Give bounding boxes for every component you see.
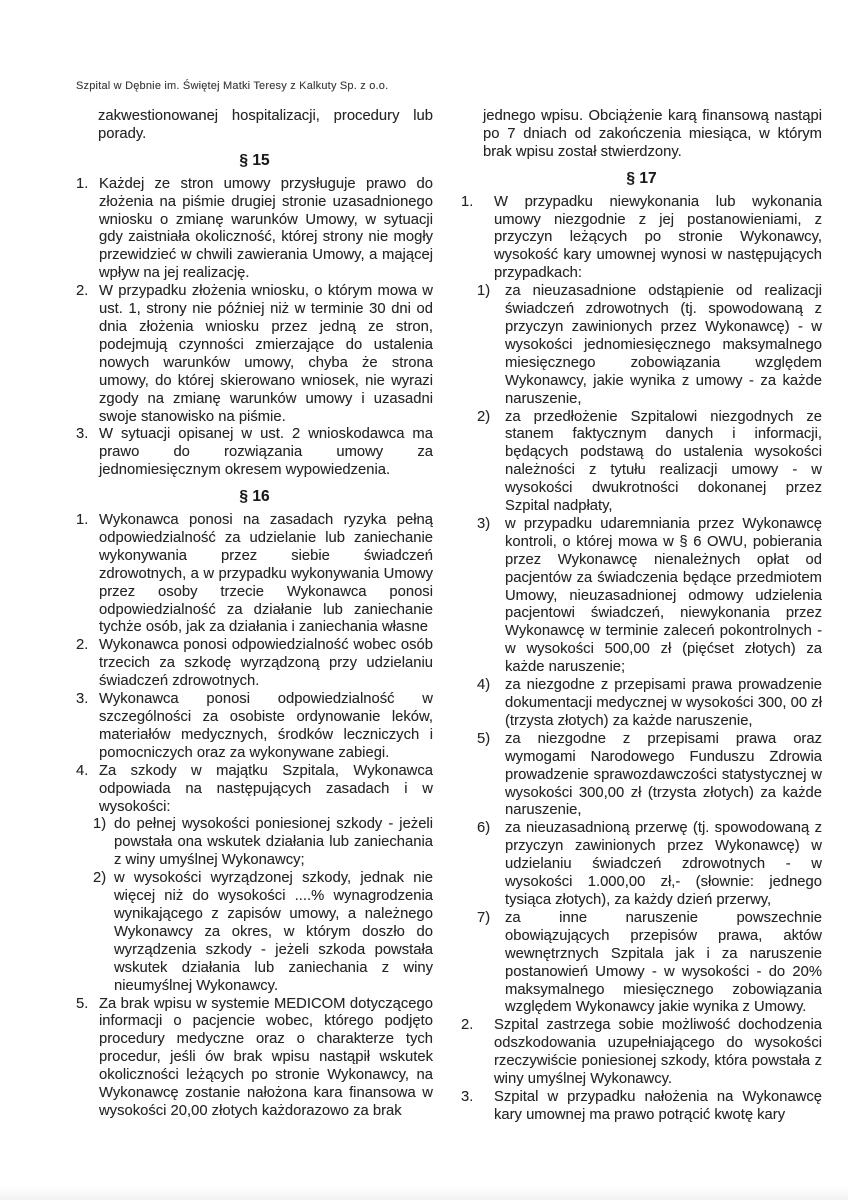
item-number: 4)	[477, 677, 491, 694]
item-text: za niezgodne z przepisami prawa prowadzenie dokumentacji medycznej w wysokości 300, 00 zł (trzysta złotych) za każde naruszenie,	[505, 677, 822, 729]
item-number: 2.	[461, 1017, 474, 1034]
item-number: 2.	[76, 283, 89, 300]
item-text: Wykonawca ponosi na zasadach ryzyka pełną odpowiedzialność za udzielanie lub zaniechanie wykonywania przez siebie świadczeń zdrowotnych, a w przypadku wykonywania Umowy przez osoby trzecie Wykonawca ponosi odpowiedzialność za działanie lub zaniechanie tychże osób, jak za działania i zaniechania własne	[99, 512, 433, 636]
section-15-heading: § 15	[239, 151, 270, 169]
sub-list-item	[477, 820, 822, 910]
item-text: W przypadku niewykonania lub wykonania umowy niezgodnie z jej postanowieniami, z przyczyn leżących po stronie Wykonawcy, wysokość kary umownej wynosi w następujących przypadkach:	[494, 193, 822, 282]
scanner-edge-shadow	[0, 1186, 848, 1200]
item-number: 4.	[76, 762, 89, 779]
item-text: za inne naruszenie powszechnie obowiązujących przepisów prawa, aktów wewnętrznych Szpitala jak i za naruszenie postanowień Umowy - w wysokości - do 20% maksymalnego miesięcznego zobowiązania względem Wykonawcy jakie wynika z Umowy.	[505, 909, 822, 1016]
item-number: 5.	[76, 995, 89, 1012]
item-number: 2)	[477, 408, 491, 425]
item-text: Za szkody w majątku Szpitala, Wykonawca odpowiada na następujących zasadach i w wysokości:	[99, 762, 433, 815]
sub-list-item	[477, 283, 822, 408]
item-text: Szpital zastrzega sobie możliwość dochodzenia odszkodowania uzupełniającego do wysokości rzeczywiście poniesionej szkody, która powstała z winy umyślnej Wykonawcy.	[494, 1017, 822, 1088]
item-text: W sytuacji opisanej w ust. 2 wnioskodawca ma prawo do rozwiązania umowy za jednomiesięcznym okresem wypowiedzenia.	[99, 426, 433, 479]
right-column	[461, 108, 822, 1125]
item-number: 1.	[461, 193, 474, 210]
section-17-heading: § 17	[626, 169, 657, 187]
left-column	[76, 108, 433, 1125]
section-16-heading: § 16	[239, 488, 270, 506]
continuation-paragraph: jednego wpisu. Obciążenie karą finansową nastąpi po 7 dniach od zakończenia miesiąca, w którym brak wpisu został stwierdzony.	[483, 108, 822, 160]
item-text: w wysokości wyrządzonej szkody, jednak nie więcej niż do wysokości ....% wynagrodzenia wynikającego z zapisów umowy, a należnego Wykonawcy za okres, w którym doszło do wyrządzenia szkody - jeżeli szkoda powstała wskutek działania lub zaniechania z winy nieumyślnej Wykonawcy.	[114, 870, 433, 994]
item-text: w przypadku udaremniania przez Wykonawcę kontroli, o której mowa w § 6 OWU, pobierania przez Wykonawcę nienależnych opłat od pacjentów za świadczenia będące przedmiotem Umowy, nieuzasadnionej odmowy udzielenia pacjentowi świadczeń, niewykonania przez Wykonawcę w terminie zaleceń pokontrolnych - w wysokości 500,00 zł (pięćset złotych) za każde naruszenie;	[505, 515, 822, 676]
list-item	[76, 426, 433, 480]
list-item	[76, 996, 433, 1121]
list-item	[76, 176, 433, 283]
list-item	[461, 194, 822, 284]
item-text: Za brak wpisu w systemie MEDICOM dotyczącego informacji o pacjencie wobec, którego podjęto procedury medyczne oraz o charakterze tych procedur, jeśli ów brak wpisu nastąpił wskutek okoliczności leżących po stronie Wykonawcy, na Wykonawcę zostanie nałożona kara finansowa w wysokości 20,00 złotych każdorazowo za brak	[99, 995, 433, 1119]
item-number: 2.	[76, 637, 89, 654]
list-item	[76, 691, 433, 763]
item-number: 1.	[76, 175, 89, 192]
document-header-company-name: Szpital w Dębnie im. Świętej Matki Teresy z Kalkuty Sp. z o.o.	[76, 80, 389, 92]
item-text: Szpital w przypadku nałożenia na Wykonawcę kary umownej ma prawo potrącić kwotę kary	[494, 1088, 822, 1123]
sub-list-item	[477, 677, 822, 731]
item-text: za niezgodne z przepisami prawa oraz wymogami Narodowego Funduszu Zdrowia prowadzenie sprawozdawczości statystycznej w wysokości 300,00 zł (trzysta złotych) za każde naruszenie,	[505, 730, 822, 819]
sub-list-item	[93, 870, 433, 995]
continuation-paragraph: zakwestionowanej hospitalizacji, procedury lub porady.	[98, 108, 433, 142]
item-number: 6)	[477, 820, 491, 837]
item-text: W przypadku złożenia wniosku, o którym mowa w ust. 1, strony nie później niż w terminie 30 dni od dnia złożenia wniosku przez jedną ze stron, podejmują czynności zmierzające do ustalenia nowych warunków umowy, chyba że strona umowy, do której skierowano wniosek, nie wyrazi zgody na zmianę warunków umowy i uzasadni swoje stanowisko na piśmie.	[99, 283, 433, 425]
item-number: 3.	[76, 426, 89, 443]
sub-list-item	[477, 516, 822, 677]
list-item	[76, 763, 433, 817]
item-text: za nieuzasadnioną przerwę (tj. spowodowaną z przyczyn zawinionych przez Wykonawcę) w udzielaniu świadczeń zdrowotnych - w wysokości 1.000,00 zł,- (słownie: jednego tysiąca złotych), za każdy dzień przerwy,	[505, 820, 822, 908]
item-number: 1)	[93, 816, 107, 833]
item-text: do pełnej wysokości poniesionej szkody - jeżeli powstała ona wskutek działania lub zaniechania z winy umyślnej Wykonawcy;	[114, 816, 433, 869]
list-item	[76, 283, 433, 426]
item-text: Każdej ze stron umowy przysługuje prawo do złożenia na piśmie drugiej stronie uzasadnionego wniosku o zmianę warunków Umowy, w sytuacji gdy zaistniała okoliczność, której strony nie mogły przewidzieć w chwili zawierania Umowy, a mającej wpływ na jej realizację.	[99, 175, 433, 282]
sub-list-item	[93, 816, 433, 870]
list-item	[461, 1089, 822, 1125]
item-number: 3.	[461, 1088, 474, 1105]
item-text: Wykonawca ponosi odpowiedzialność w szczególności za osobiste ordynowanie leków, materiałów medycznych, środków leczniczych i pomocniczych oraz za wykonywane zabiegi.	[99, 691, 433, 761]
sub-list-item	[477, 910, 822, 1017]
item-number: 1.	[76, 512, 89, 529]
list-item	[76, 637, 433, 691]
item-text: Wykonawca ponosi odpowiedzialność wobec osób trzecich za szkodę wyrządzoną przy udzielaniu świadczeń zdrowotnych.	[99, 637, 433, 690]
two-column-layout	[76, 108, 822, 1125]
item-number: 7)	[477, 909, 491, 926]
item-number: 2)	[93, 870, 107, 887]
item-number: 3.	[76, 691, 89, 708]
item-number: 1)	[477, 283, 491, 300]
list-item	[461, 1017, 822, 1089]
sub-list-item	[477, 409, 822, 516]
list-item	[76, 512, 433, 637]
item-number: 3)	[477, 515, 491, 532]
sub-list-item	[477, 731, 822, 821]
item-text: za nieuzasadnione odstąpienie od realizacji świadczeń zdrowotnych (tj. spowodowaną z przyczyn zawinionych przez Wykonawcę) - w wysokości jednomiesięcznego maksymalnego miesięcznego zobowiązania względem Wykonawcy, jakie wynika z umowy - za każde naruszenie,	[505, 283, 822, 407]
item-text: za przedłożenie Szpitalowi niezgodnych ze stanem faktycznym danych i informacji, będących podstawą do ustalenia wysokości należności z tytułu realizacji umowy - w wysokości dwukrotności dokonanej przez Szpital nadpłaty,	[505, 408, 822, 515]
item-number: 5)	[477, 730, 491, 747]
